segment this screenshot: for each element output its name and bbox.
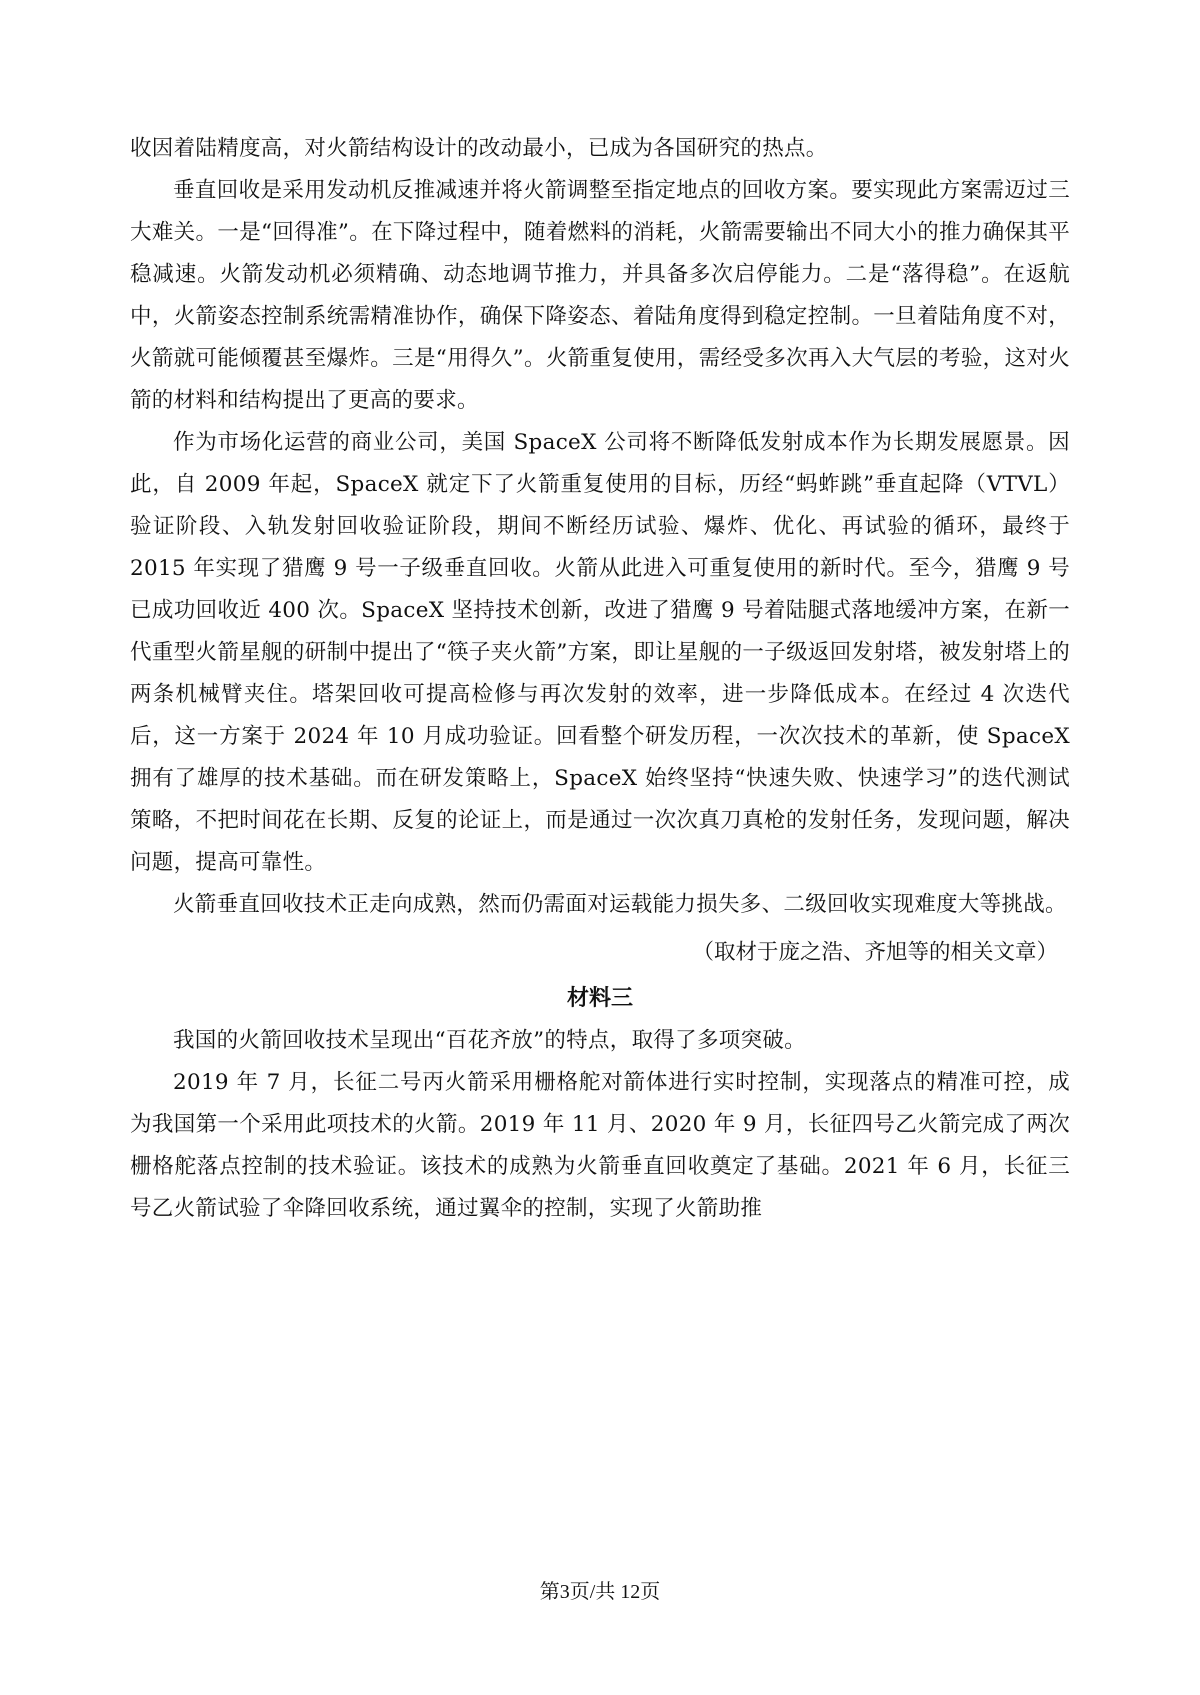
paragraph-continuation: 收因着陆精度高，对火箭结构设计的改动最小，已成为各国研究的热点。 [130, 136, 828, 161]
section-title: 材料三 [566, 986, 633, 1011]
page-number-footer: 第3页/共 12页 [539, 1581, 661, 1603]
source-note: （取材于庞之浩、齐旭等的相关文章） [692, 940, 1058, 965]
paragraph-vertical-recovery: 垂直回收是采用发动机反推减速并将火箭调整至指定地点的回收方案。要实现此方案需迈过三大难关。一是“回得准”。在下降过程中，随着燃料的消耗，火箭需要输出不同大小的推力确保其平稳减速。火箭发动机必须精确、动态地调节推力，并具备多次启停能力。二是“落得稳”。在返航中，火箭姿态控制系统需精准协作，确保下降姿态、着陆角度得到稳定控制。一旦着陆角度不对，火箭就可能倾覆甚至爆炸。三是“用得久”。火箭重复使用，需经受多次再入大气层的考验，这对火箭的材料和结构提出了更高的要求。 [130, 178, 1070, 413]
paragraph-challenges: 火箭垂直回收技术正走向成熟，然而仍需面对运载能力损失多、二级回收实现难度大等挑战。 [173, 892, 1067, 917]
paragraph-spacex: 作为市场化运营的商业公司，美国 SpaceX 公司将不断降低发射成本作为长期发展愿景。因此，自 2009 年起，SpaceX 就定下了火箭重复使用的目标，历经“蚂蚱跳”垂直起降（VTVL）验证阶段、入轨发射回收验证阶段，期间不断经历试验、爆炸、优化、再试验的循环，最终于 2015 年实现了猎鹰 9 号一子级垂直回收。火箭从此进入可重复使用的新时代。至今，猎鹰 9 号已成功回收近 400 次。SpaceX 坚持技术创新，改进了猎鹰 9 号着陆腿式落地缓冲方案，在新一代重型火箭星舰的研制中提出了“筷子夹火箭”方案，即让星舰的一子级返回发射塔，被发射塔上的两条机械臂夹住。塔架回收可提高检修与再次发射的效率，进一步降低成本。在经过 4 次迭代后，这一方案于 2024 年 10 月成功验证。回看整个研发历程，一次次技术的革新，使 SpaceX 拥有了雄厚的技术基础。而在研发策略上，SpaceX 始终坚持“快速失败、快速学习”的迭代测试策略，不把时间花在长期、反复的论证上，而是通过一次次真刀真枪的发射任务，发现问题，解决问题，提高可靠性。 [130, 430, 1070, 875]
paragraph-china-intro: 我国的火箭回收技术呈现出“百花齐放”的特点，取得了多项突破。 [173, 1028, 806, 1053]
paragraph-china-history: 2019 年 7 月，长征二号丙火箭采用栅格舵对箭体进行实时控制，实现落点的精准可控，成为我国第一个采用此项技术的火箭。2019 年 11 月、2020 年 9 月，长征四号乙火箭完成了两次栅格舵落点控制的技术验证。该技术的成熟为火箭垂直回收奠定了基础。2021 年 6 月，长征三号乙火箭试验了伞降回收系统，通过翼伞的控制，实现了火箭助推 [130, 1070, 1070, 1221]
